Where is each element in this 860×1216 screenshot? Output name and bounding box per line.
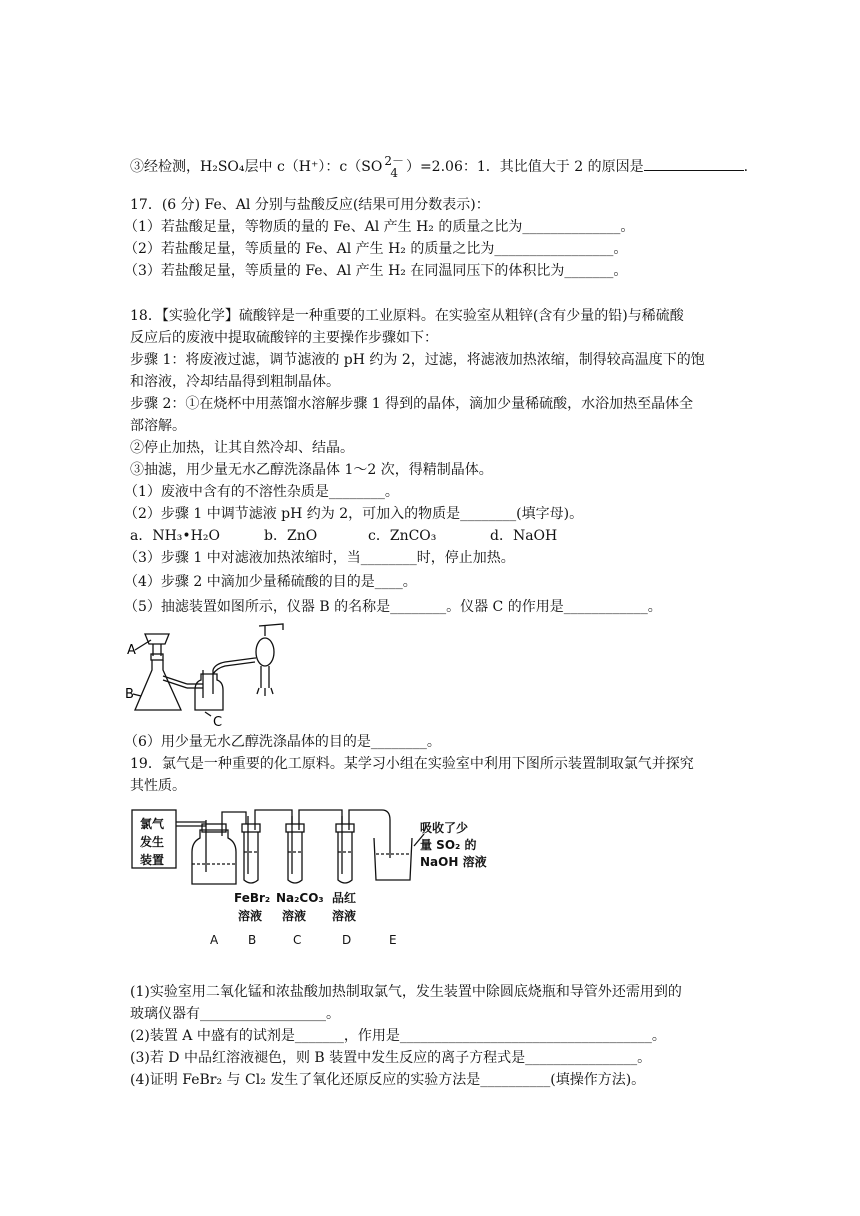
q17-part2: （2）若盐酸足量，等质量的 Fe、Al 产生 H₂ 的质量之比为_________________。 xyxy=(124,241,628,257)
q19-line1: 19．氯气是一种重要的化工原料。某学习小组在实验室中利用下图所示装置制取氯气并探究 xyxy=(130,756,694,772)
option-a: a．NH₃•H₂O xyxy=(130,528,220,544)
tube-b-solution-2: 溶液 xyxy=(238,909,263,923)
q17-part1: （1）若盐酸足量，等物质的量的 Fe、Al 产生 H₂ 的质量之比为______________。 xyxy=(124,219,635,235)
q17-part3: （3）若盐酸足量，等质量的 Fe、Al 产生 H₂ 在同温同压下的体积比为_______。 xyxy=(124,263,628,279)
q18-line8: ③抽滤，用少量无水乙醇洗涤晶体 1～2 次，得精制晶体。 xyxy=(130,462,493,478)
ion-subscript: 4 xyxy=(390,166,398,180)
option-b: b．ZnO xyxy=(264,528,318,544)
beaker-e-label-1: 吸收了少 xyxy=(420,821,469,835)
q16-text: ③经检测，H₂SO₄层中 c（H⁺）：c（SO xyxy=(130,159,383,175)
q18-options xyxy=(130,526,557,546)
beaker-e-label-3: NaOH 溶液 xyxy=(420,855,487,869)
q19-question1a: (1)实验室用二氧化锰和浓盐酸加热制取氯气，发生装置中除圆底烧瓶和导管外还需用到的 xyxy=(130,984,682,1000)
q18-line4: 和溶液，冷却结晶得到粗制晶体。 xyxy=(130,374,340,390)
option-d: d．NaOH xyxy=(490,528,558,544)
tube-c-solution-2: 溶液 xyxy=(282,909,307,923)
label-A: A xyxy=(127,643,136,658)
q16-end: . xyxy=(743,159,749,175)
q19-question2: (2)装置 A 中盛有的试剂是_______，作用是____________________________________。 xyxy=(130,1028,666,1044)
chlorine-apparatus-diagram xyxy=(128,802,548,952)
q19-question3: (3)若 D 中品红溶液褪色，则 B 装置中发生反应的离子方程式是________________。 xyxy=(130,1050,652,1066)
label-C: C xyxy=(213,715,223,728)
q19-question1b: 玻璃仪器有__________________。 xyxy=(130,1006,340,1022)
tube-d-solution: 品红 xyxy=(332,891,357,905)
label-D: D xyxy=(342,933,352,947)
q19-question4: (4)证明 FeBr₂ 与 Cl₂ 发生了氧化还原反应的实验方法是__________(填操作方法)。 xyxy=(130,1072,646,1088)
beaker-e-label-2: 量 SO₂ 的 xyxy=(420,838,477,852)
sulfate-ion-charge xyxy=(384,155,404,179)
q18-line1: 18．【实验化学】硫酸锌是一种重要的工业原料。在实验室从粗锌(含有少量的铅)与稀硫酸 xyxy=(130,308,684,324)
label-A: A xyxy=(210,933,219,947)
tube-d-solution-2: 溶液 xyxy=(332,909,357,923)
label-B: B xyxy=(125,687,134,702)
option-c: c．ZnCO₃ xyxy=(368,528,437,544)
q18-question4: （4）步骤 2 中滴加少量稀硫酸的目的是____。 xyxy=(124,574,417,590)
generator-label-3: 装置 xyxy=(140,853,165,867)
label-B: B xyxy=(248,933,257,947)
q18-line5: 步骤 2：①在烧杯中用蒸馏水溶解步骤 1 得到的晶体，滴加少量稀硫酸，水浴加热至晶体全 xyxy=(130,396,694,412)
q18-line2: 反应后的废液中提取硫酸锌的主要操作步骤如下： xyxy=(130,330,438,346)
answer-blank[interactable] xyxy=(644,156,744,171)
q18-question5: （5）抽滤装置如图所示，仪器 B 的名称是________。仪器 C 的作用是____________。 xyxy=(124,599,662,615)
label-C: C xyxy=(293,933,302,947)
q16-line xyxy=(130,155,748,179)
generator-label-2: 发生 xyxy=(140,835,165,849)
q18-question1: （1）废液中含有的不溶性杂质是________。 xyxy=(124,484,399,500)
q16-tail: ）=2.06：1．其比值大于 2 的原因是 xyxy=(405,159,644,175)
q19-line2: 其性质。 xyxy=(130,778,186,794)
q18-question6: （6）用少量无水乙醇洗涤晶体的目的是________。 xyxy=(124,734,441,750)
ion-charge: 2－ xyxy=(384,154,404,168)
label-E: E xyxy=(389,933,397,947)
tube-b-solution: FeBr₂ xyxy=(234,891,271,905)
q17-title: 17．(6 分) Fe、Al 分别与盐酸反应(结果可用分数表示)： xyxy=(130,197,490,213)
tube-c-solution: Na₂CO₃ xyxy=(276,891,324,905)
q18-line3: 步骤 1：将废液过滤，调节滤液的 pH 约为 2，过滤，将滤液加热浓缩，制得较高温度下的饱 xyxy=(130,352,705,368)
q18-question2: （2）步骤 1 中调节滤液 pH 约为 2，可加入的物质是________(填字母)。 xyxy=(124,506,584,522)
q18-line7: ②停止加热，让其自然冷却、结晶。 xyxy=(130,440,354,456)
q18-line6: 部溶解。 xyxy=(130,418,186,434)
q18-question3: （3）步骤 1 中对滤液加热浓缩时，当________时，停止加热。 xyxy=(124,550,515,566)
suction-filtration-diagram xyxy=(125,618,315,728)
generator-label-1: 氯气 xyxy=(140,817,165,831)
